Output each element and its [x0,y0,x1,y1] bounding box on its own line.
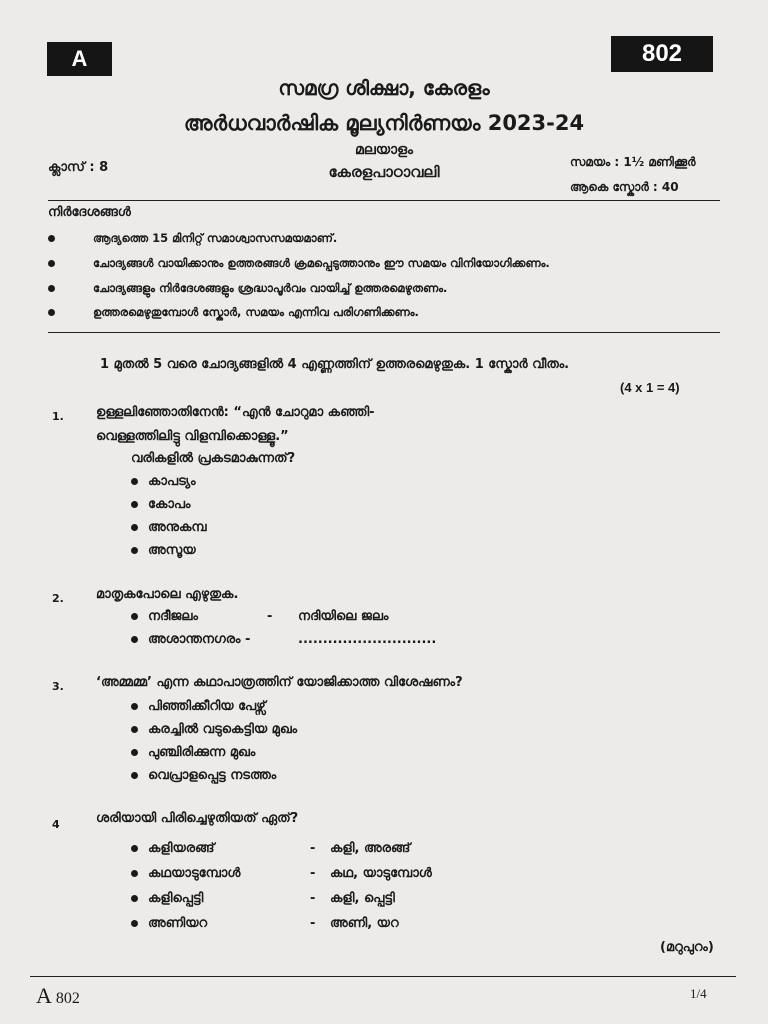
exam-title: അർധവാർഷിക മൂല്യനിർണയം 2023-24 [183,111,585,135]
page-number: 1/4 [690,986,707,1001]
organization-title: സമഗ്ര ശിക്ഷാ, കേരളം [278,76,490,100]
instruction-item: ചോദ്യങ്ങൾ വായിക്കാനും ഉത്തരങ്ങൾ ക്രമപ്പെടുത്താനും ഈ സമയം വിനിയോഗിക്കണം. [48,256,550,271]
question-text: ഉള്ളലിഞ്ഞോതിനേൻ: “എൻ ചോറുമാ കഞ്ഞി- [96,405,375,420]
bullet-icon [131,772,138,779]
instruction-item: ഉത്തരമെഴുതുമ്പോൾ സ്കോർ, സമയം എന്നിവ പരിഗണിക്കണം. [48,305,419,320]
question-text: മാതൃകപോലെ എഴുതുക. [96,587,239,602]
pair-left: കളിയരങ്ങ് [131,841,214,856]
pair-left: അണിയറ [131,916,207,931]
pair-right: കളി, പ്പെട്ടി [330,891,395,906]
instruction-item: ആദ്യത്തെ 15 മിനിറ്റ് സമാശ്വാസസമയമാണ്. [48,231,337,246]
pair-right: നദിയിലെ ജലം [298,609,389,624]
bullet-icon [131,547,138,554]
option: അസൂയ [131,543,196,558]
pair-right: കഥ, യാടുമ്പോൾ [330,866,432,881]
bullet-icon [131,749,138,756]
total-score-label: ആകെ സ്കോർ : 40 [570,180,679,194]
time-label: സമയം : 1½ മണിക്കൂർ [570,155,696,169]
section-marks: (4 x 1 = 4) [620,380,680,395]
subject: മലയാളം [354,142,414,158]
paper-code-badge: 802 [611,36,713,72]
set-badge: A [47,42,112,76]
option: കോപം [131,497,191,512]
pair-left: നദീജലം [131,609,198,624]
question-text: വെള്ളത്തിലിട്ടു വിളമ്പിക്കൊള്ളൂ.” [96,429,289,444]
option: വെപ്രാളപ്പെട്ട നടത്തം [131,768,276,783]
pair-right: കളി, അരങ്ങ് [330,841,411,856]
bullet-icon [131,636,138,643]
bullet-icon [131,524,138,531]
pair-left: കഥയാടുമ്പോൾ [131,866,240,881]
bullet-icon [48,309,55,316]
option: പുഞ്ചിരിക്കുന്ന മുഖം [131,745,255,760]
option: അനുകമ്പ [131,520,207,535]
instructions-heading: നിർദേശങ്ങൾ [48,205,131,220]
bullet-icon [131,478,138,485]
turn-over-note: (മറുപുറം) [660,940,714,955]
header-divider [48,200,720,201]
pair-dash: - [310,916,316,931]
class-label: ക്ലാസ് : 8 [48,160,109,175]
footer-code: A 802 [36,983,80,1008]
question-text: ‘അമ്മമ്മ’ എന്ന കഥാപാത്രത്തിന് യോജിക്കാത്ത വിശേഷണം? [96,675,463,690]
bullet-icon [131,870,138,877]
bullet-icon [131,501,138,508]
bullet-icon [131,845,138,852]
option: പിഞ്ഞിക്കീറിയ പേഴ്സ് [131,699,266,714]
question-number: 3. [52,680,64,693]
question-number: 1. [52,410,64,423]
pair-dash: - [310,841,316,856]
paper-name: കേരളപാഠാവലി [328,163,440,181]
question-number: 4 [52,818,60,831]
bullet-icon [131,895,138,902]
answer-blank: ............................ [298,632,437,647]
pair-right: അണി, യറ [330,916,399,931]
pair-dash: - [310,891,316,906]
pair-left: കളിപ്പെട്ടി [131,891,203,906]
question-text: ശരിയായി പിരിച്ചെഴുതിയത് ഏത്? [96,811,299,826]
bullet-icon [131,613,138,620]
bullet-icon [131,703,138,710]
footer-divider [30,976,736,977]
question-prompt: വരികളിൽ പ്രകടമാകുന്നത്? [131,451,296,466]
pair-dash: - [267,609,273,624]
question-number: 2. [52,592,64,605]
option: കരച്ചിൽ വടുകെട്ടിയ മുഖം [131,722,297,737]
bullet-icon [131,726,138,733]
bullet-icon [48,260,55,267]
pair-dash: - [310,866,316,881]
option: കാപട്യം [131,474,196,489]
pair-left: അശാന്തനഗരം - [131,632,250,647]
instruction-item: ചോദ്യങ്ങളും നിർദേശങ്ങളും ശ്രദ്ധാപൂർവം വായിച്ച് ഉത്തരമെഴുതണം. [48,281,447,296]
instructions-divider [48,332,720,333]
bullet-icon [48,285,55,292]
bullet-icon [131,920,138,927]
section-instruction: 1 മുതൽ 5 വരെ ചോദ്യങ്ങളിൽ 4 എണ്ണത്തിന് ഉത്തരമെഴുതുക. 1 സ്കോർ വീതം. [100,357,570,372]
bullet-icon [48,235,55,242]
